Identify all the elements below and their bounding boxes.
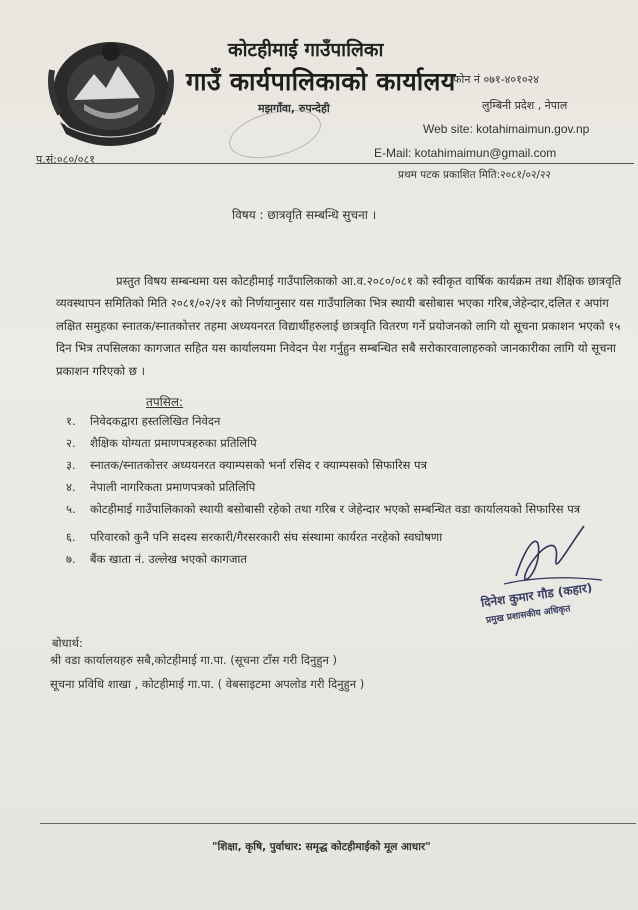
list-item: ६. परिवारको कुनै पनि सदस्य सरकारी/गैरसरकारी संघ संस्थामा कार्यरत नरहेको स्वघोषणा	[66, 530, 443, 544]
list-item: ७. बैंक खाता नं. उल्लेख भएको कागजात	[66, 552, 247, 566]
signatory-name: दिनेश कुमार गौड (कहार)	[480, 580, 594, 610]
list-item: ५. कोटहीमाई गाउँपालिकाको स्थायी बसोबासी रहेको तथा गरिब र जेहेन्दार भएको सम्बन्धित वडा कार्यालयको सिफारिस पत्र	[66, 502, 581, 516]
province: लुम्बिनी प्रदेश , नेपाल	[482, 99, 568, 112]
published-date: प्रथम पटक प्रकाशित मिति:२०८१/०२/२२	[398, 169, 551, 181]
email: E-Mail: kotahimaimun@gmail.com	[374, 146, 557, 160]
list-item: ४. नेपाली नागरिकता प्रमाणपत्रको प्रतिलिपि	[66, 480, 256, 494]
nepal-government-emblem-icon	[44, 30, 178, 148]
header-divider	[36, 163, 634, 164]
details-heading: तपसिल:	[146, 395, 184, 409]
office-name: कोटहीमाई गाउँपालिका	[228, 39, 384, 61]
list-item: २. शैक्षिक योग्यता प्रमाणपत्रहरुका प्रतिलिपि	[66, 436, 257, 450]
body-paragraph-text: प्रस्तुत विषय सम्बन्धमा यस कोटहीमाई गाउँपालिकाको आ.व.२०८०/०८१ को स्वीकृत वार्षिक कार्यक्रम तथा शैक्षिक छात्रवृति व्यवस्थापन समितिको मिति २०८१/०२/२१ को निर्णयानुसार यस गाउँपालिका भित्र स्थायी बसोबास भएका गरिब,जेहेन्दार,दलित र अपांग लक्षित समुहका स्नातक/स्नातकोत्तर तहमा अध्ययनरत विद्यार्थीहरुलाई छात्रवृति वितरण गर्ने प्रयोजनको लागि यो सूचना प्रकाशन भएको १५ दिन भित्र तपसिलका कागजात सहित यस कार्यालयमा निवेदन पेश गर्नुहुन सम्बन्धित सबै सरोकारवालाहरुको जानकारीका लागि यो सूचना प्रकाशन गरिएको छ ।	[56, 274, 622, 378]
cc-line-2: सूचना प्रविधि शाखा , कोटहीमाई गा.पा. ( वेबसाइटमा अपलोड गरी दिनुहुन )	[50, 677, 365, 691]
body-paragraph	[56, 270, 624, 382]
website: Web site: kotahimaimun.gov.np	[423, 122, 590, 136]
phone-number: फोन नं ०७१-४०१०२४	[453, 73, 539, 86]
footer-motto: "शिक्षा, कृषि, पुर्वाधार: समृद्ध कोटहीमाईको मूल आधार"	[212, 841, 431, 853]
list-item: १. निवेदकद्वारा हस्तलिखित निवेदन	[66, 414, 221, 428]
cc-line-1: श्री वडा कार्यालयहरु सबै,कोटहीमाई गा.पा. (सूचना टाँस गरी दिनुहुन )	[50, 653, 337, 667]
reference-number: प.सं:०८०/०८१	[36, 153, 95, 166]
signatory-post: प्रमुख प्रशासकीय अधिकृत	[485, 604, 572, 626]
footer-divider	[40, 823, 636, 824]
office-title: गाउँ कार्यपालिकाको कार्यालय	[186, 67, 456, 96]
office-address: मझगाँवा, रुपन्देही	[258, 102, 330, 115]
cc-label: बोधार्थ:	[52, 636, 83, 650]
list-item: ३. स्नातक/स्नातकोत्तर अध्ययनरत क्याम्पसको भर्ना रसिद र क्याम्पसको सिफारिस पत्र	[66, 458, 427, 472]
subject-line: विषय : छात्रवृति सम्बन्धि सुचना ।	[232, 208, 377, 222]
